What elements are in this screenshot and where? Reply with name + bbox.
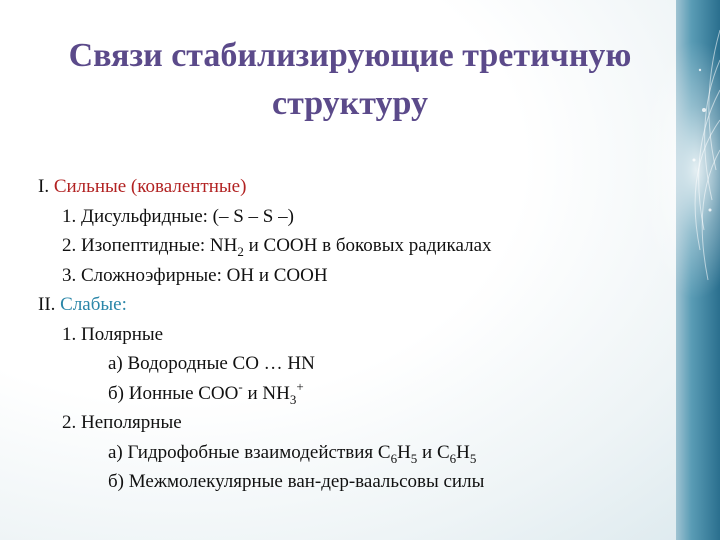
- isopeptide-text-1: 2. Изопептидные: NH: [62, 235, 238, 256]
- strong-label: Сильные (ковалентные): [53, 176, 247, 197]
- hydrophobic-sub-4: 5: [469, 450, 477, 466]
- polar-heading: 1. Полярные: [62, 323, 164, 345]
- title-line-1: Связи стабилизирующие третичную: [68, 37, 632, 74]
- hydrophobic-text-2: H: [397, 441, 411, 463]
- hydrophobic-text-1: а) Гидрофобные взаимодействия C: [108, 441, 391, 463]
- list-item-isopeptide: [38, 231, 658, 261]
- list-item-ionic: [38, 379, 658, 409]
- hydrophobic-sub-2: 5: [410, 450, 418, 466]
- list-item-ester: 3. Сложноэфирные: OH и COOH: [62, 264, 328, 286]
- hydrophobic-sub-3: 6: [449, 450, 457, 466]
- strong-bonds-heading: [38, 172, 658, 202]
- list-item-van-der-waals: б) Межмолекулярные ван-дер-ваальсовы силы: [108, 471, 485, 492]
- hydrophobic-sub-1: 6: [390, 450, 398, 466]
- isopeptide-text-2: и COOH в боковых радикалах: [243, 235, 492, 256]
- list-item-disulfide: 1. Дисульфидные: (– S – S –): [62, 205, 294, 227]
- isopeptide-sub: 2: [237, 244, 244, 259]
- title-line-2: структуру: [272, 85, 428, 122]
- ionic-text-2: и NH: [242, 382, 290, 404]
- list-item-hydrogen: а) Водородные CO … HN: [108, 353, 315, 374]
- weak-bonds-heading: [38, 290, 658, 320]
- nonpolar-heading: 2. Неполярные: [62, 412, 182, 433]
- ionic-sup-2: +: [296, 378, 304, 394]
- content-list: [38, 172, 658, 497]
- weak-prefix: II.: [38, 294, 61, 315]
- weak-label: Слабые:: [60, 294, 127, 315]
- hydrophobic-text-3: и C: [417, 441, 450, 463]
- list-item-hydrophobic: [38, 438, 658, 468]
- ionic-sub: 3: [289, 391, 297, 407]
- ionic-sup-1: -: [238, 378, 243, 394]
- slide-title: [40, 32, 660, 128]
- strong-prefix: I.: [38, 176, 54, 197]
- ionic-text-1: б) Ионные COO: [108, 382, 239, 404]
- hydrophobic-text-4: H: [456, 441, 470, 463]
